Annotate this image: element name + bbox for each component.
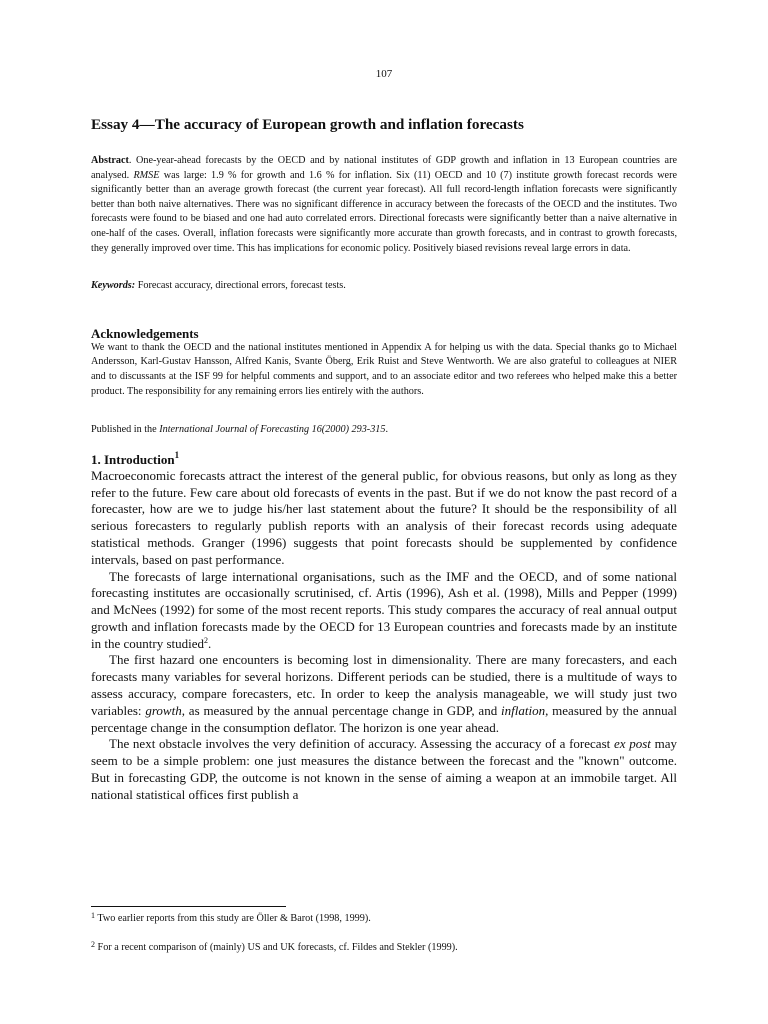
footnote-1-mark: 1 [91, 911, 95, 920]
intro-p3-growth: growth [145, 702, 182, 718]
intro-p2-text: The forecasts of large international organisations, such as the IMF and the OECD, and of some national forecasting institutes are occasionally scrutinised, cf. Artis (1996), Ash et al. (1998), Mills and Pepper (1999) and McNees (1992) for some of the most recent reports. This study compares the accuracy of real annual output growth and inflation forecasts made by the OECD for 13 European countries and forecasts made by an institute in the country studied [91, 568, 677, 651]
introduction-heading-text: 1. Introduction [91, 451, 175, 467]
published-prefix: Published in the [91, 424, 160, 436]
abstract-label: Abstract [91, 155, 129, 166]
intro-p3-b: , as measured by the annual percentage change in GDP, and [181, 702, 502, 718]
abstract-text-1: . One-year-ahead forecasts by the OECD and by national institutes of GDP growth and inflation in 13 European countries are analysed. [91, 155, 677, 181]
intro-p4-b: may seem to be a simple problem: one just measures the distance between the forecast and the "known" outcome. But in forecasting GDP, the outcome is not known in the sense of aiming a weapon at an immobile target. All national statistical offices first publish a [91, 736, 677, 802]
acknowledgements-heading: Acknowledgements [91, 325, 199, 341]
page-content [91, 114, 677, 804]
published-note [91, 423, 677, 438]
keywords [91, 279, 677, 294]
footnote-2-mark: 2 [91, 940, 95, 949]
intro-p2-end: . [208, 635, 212, 651]
abstract-rmse: RMSE [133, 169, 160, 181]
footnote-divider [91, 906, 286, 907]
footnote-1 [91, 912, 677, 925]
abstract [91, 154, 677, 256]
keywords-label [91, 280, 135, 291]
published-journal: International Journal of Forecasting 16(2000) 293-315 [159, 424, 386, 436]
intro-paragraph-4 [91, 736, 677, 803]
introduction-body [91, 468, 677, 804]
intro-paragraph-3 [91, 652, 677, 736]
intro-p2-footnote-ref[interactable]: 2 [204, 635, 209, 645]
intro-p4-expost: ex post [613, 736, 651, 752]
page-number: 107 [375, 68, 393, 80]
keywords-text: Forecast accuracy, directional errors, forecast tests. [135, 280, 346, 292]
intro-paragraph-2 [91, 569, 677, 653]
introduction-heading [91, 451, 677, 468]
published-suffix: . [385, 424, 389, 436]
intro-p3-a: The first hazard one encounters is becoming lost in dimensionality. There are many forecasters, and each forecasts many variables for several horizons. Different periods can be studied, there is a multitude of ways to assess accuracy, compare forecasters, etc. In order to keep the analysis manageable, we will study just two variables: [91, 652, 677, 718]
footnote-2 [91, 941, 677, 954]
intro-p4-a: The next obstacle involves the very definition of accuracy. Assessing the accuracy of a forecast [109, 736, 614, 752]
intro-p3-inflation: inflation [501, 702, 546, 718]
acknowledgements-text: We want to thank the OECD and the national institutes mentioned in Appendix A for helping us with the data. Special thanks go to Michael Andersson, Karl-Gustav Hansson, Alfred Kanis, Svante Öberg, Erik Ruist and Steve Wentworth. We are also grateful to colleagues at NIER and to discussants at the ISF 99 for helpful comments and support, and to an associate editor and two referees who helped make this a better product. The responsibility for any remaining errors lies entirely with the authors. [91, 341, 677, 397]
intro-paragraph-1: Macroeconomic forecasts attract the interest of the general public, for obvious reasons, but only as long as they refer to the future. Few care about old forecasts of events in the past. But if we do not know the past record of a forecaster, how are we to judge his/her last statement about the future? It should be the responsibility of all serious forecasters to regularly publish reports with an analysis of their forecast records using adequate statistical methods. Granger (1996) suggests that point forecasts should be supplemented by confidence intervals, based on past performance. [91, 467, 677, 567]
keywords-label-text: Keywords: [91, 280, 136, 292]
abstract-text-2: was large: 1.9 % for growth and 1.6 % for inflation. Six (11) OECD and 10 (7) institute growth forecast records were significantly better than an average growth forecast (the current year forecast). All full record-length inflation forecasts were significantly better than both naive alternatives. There was no significant difference in accuracy between the forecasts of the OECD and the institutes. Two forecasts were found to be biased and one had auto correlated errors. Directional forecasts were significantly better than a naive alternative in one-half of the cases. Overall, inflation forecasts were significantly more accurate than growth forecasts, and in contrast to growth forecasts, they generally improved over time. This has implications for economic policy. Positively biased revisions reveal large errors in data. [91, 169, 677, 254]
essay-title: Essay 4—The accuracy of European growth and inflation forecasts [91, 116, 524, 133]
footnote-1-text: Two earlier reports from this study are Öller & Barot (1998, 1999). [95, 913, 371, 924]
intro-p3-c: , measured by the annual percentage change in the consumption deflator. The horizon is one year ahead. [91, 702, 677, 735]
introduction-footnote-ref[interactable]: 1 [174, 449, 180, 460]
footnote-2-text: For a recent comparison of (mainly) US and UK forecasts, cf. Fildes and Stekler (1999). [95, 942, 458, 953]
